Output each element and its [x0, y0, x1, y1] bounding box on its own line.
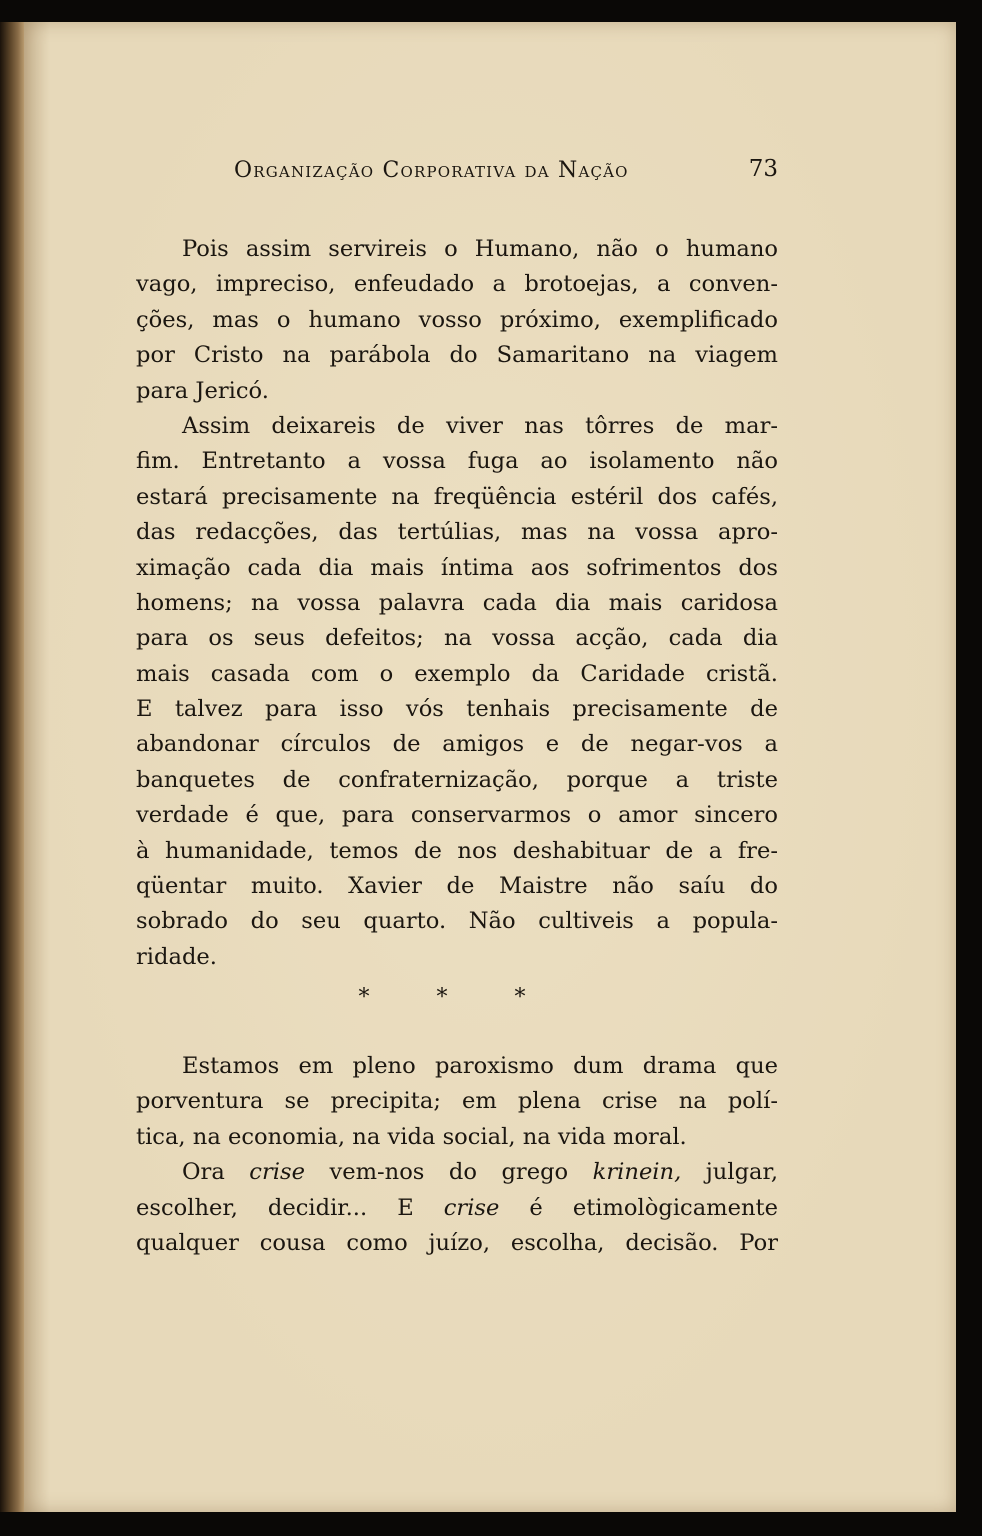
text-line: Assim deixareis de viver nas tôrres de mar- [182, 412, 778, 439]
italic-term: crise [443, 1194, 500, 1221]
running-head [136, 152, 778, 192]
italic-term: crise [249, 1159, 305, 1186]
text-line: porventura se precipita; em plena crise na polí- [136, 1088, 778, 1115]
text-line: por Cristo na parábola do Samaritano na viagem [136, 342, 778, 369]
text-line: ximação cada dia mais íntima aos sofrimentos dos [136, 554, 778, 581]
running-title: Organização Corporativa da Nação [234, 158, 629, 183]
text-run: Ora [182, 1159, 250, 1186]
section-separator: * * * [358, 985, 556, 1010]
text-run: julgar, [681, 1159, 778, 1186]
text-line: abandonar círculos de amigos e de negar-vos a [136, 731, 778, 758]
text-line: Pois assim servireis o Humano, não o humano [182, 236, 778, 262]
text-line: mais casada com o exemplo da Caridade cristã. [136, 660, 778, 687]
text-line: para Jericó. [136, 377, 269, 404]
text-line: Estamos em pleno paroxismo dum drama que [182, 1053, 778, 1079]
text-line: fim. Entretanto a vossa fuga ao isolamento não [136, 448, 778, 475]
text-line: estará precisamente na freqüência estéril dos cafés, [136, 483, 778, 510]
text-line: à humanidade, temos de nos deshabituar de a fre- [136, 837, 778, 864]
text-block-lower [136, 1049, 778, 1261]
italic-term: krinein, [592, 1159, 682, 1186]
text-run: é etimològicamente [499, 1194, 778, 1221]
text-run: vem-nos do grego [304, 1159, 593, 1186]
text-line: E talvez para isso vós tenhais precisamente de [136, 696, 778, 723]
text-line: tica, na economia, na vida social, na vida moral. [136, 1123, 687, 1150]
text-line: ridade. [136, 943, 217, 970]
text-line: banquetes de confraternização, porque a triste [136, 766, 778, 793]
text-block-upper [136, 232, 778, 975]
text-line: qüentar muito. Xavier de Maistre não saíu do [136, 873, 778, 900]
text-line-mixed [136, 1191, 778, 1226]
text-line-mixed [136, 1155, 778, 1190]
page-number: 73 [748, 156, 778, 182]
book-spine-edge [0, 22, 24, 1512]
text-line: para os seus defeitos; na vossa acção, cada dia [136, 625, 778, 652]
text-line: ções, mas o humano vosso próximo, exemplificado [136, 306, 778, 333]
text-run: escolher, decidir... E [136, 1194, 444, 1221]
text-line: qualquer cousa como juízo, escolha, decisão. Por [136, 1229, 778, 1256]
text-line: vago, impreciso, enfeudado a brotoejas, a conven- [136, 271, 778, 298]
text-line: sobrado do seu quarto. Não cultiveis a popula- [136, 908, 778, 935]
text-line: homens; na vossa palavra cada dia mais caridosa [136, 589, 778, 616]
text-line: verdade é que, para conservarmos o amor sincero [136, 802, 778, 829]
text-line: das redacções, das tertúlias, mas na vossa apro- [136, 519, 778, 546]
